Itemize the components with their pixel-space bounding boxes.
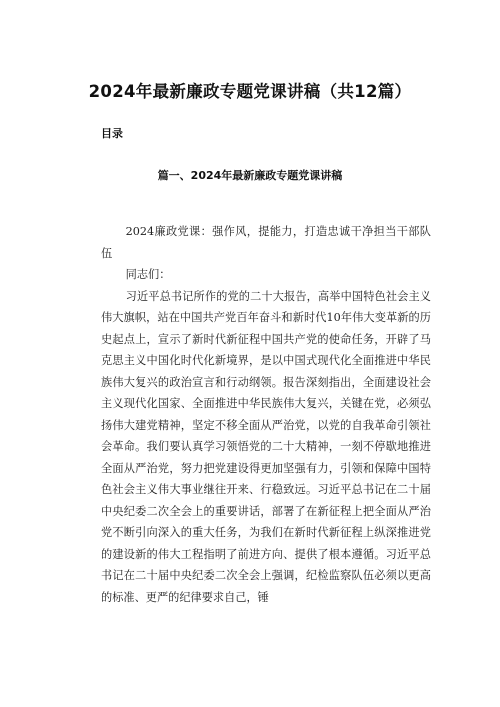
speech-subtitle: 2024廉政党课：强作风，提能力，打造忠诚干净担当干部队伍 — [101, 225, 431, 260]
document-body — [101, 221, 431, 608]
salutation: 同志们： — [125, 268, 171, 281]
document-title: 2024年最新廉政专题党课讲稿（共12篇） — [88, 82, 412, 101]
chapter-heading: 篇一、2024年最新廉政专题党课讲稿 — [157, 169, 343, 182]
body-paragraph: 习近平总书记所作的党的二十大报告，高举中国特色社会主义伟大旗帜，站在中国共产党百年奋斗和新时代10年伟大变革新的历史起点上，宣示了新时代新征程中国共产党的使命任务，开辟了马克思主义中国化时代化新境界，是以中国式现代化全面推进中华民族伟大复兴的政治宣言和行动纲领。报告深刻指出，全面建设社会主义现代化国家、全面推进中华民族伟大复兴，关键在党，必须弘扬伟大建党精神，坚定不移全面从严治党，以党的自我革命引领社会革命。我们要认真学习领悟党的二十大精神，一刻不停歇地推进全面从严治党，努力把党建设得更加坚强有力，引领和保障中国特色社会主义伟大事业继往开来、行稳致远。习近平总书记在二十届中央纪委二次全会上的重要讲话，部署了在新征程上把全面从严治党不断引向深入的重大任务，为我们在新时代新征程上纵深推进党的建设新的伟大工程指明了前进方向、提供了根本遵循。习近平总书记在二十届中央纪委二次全会上强调，纪检监察队伍必须以更高的标准、更严的纪律要求自己，锤 — [101, 289, 431, 604]
toc-label: 目录 — [101, 127, 123, 140]
